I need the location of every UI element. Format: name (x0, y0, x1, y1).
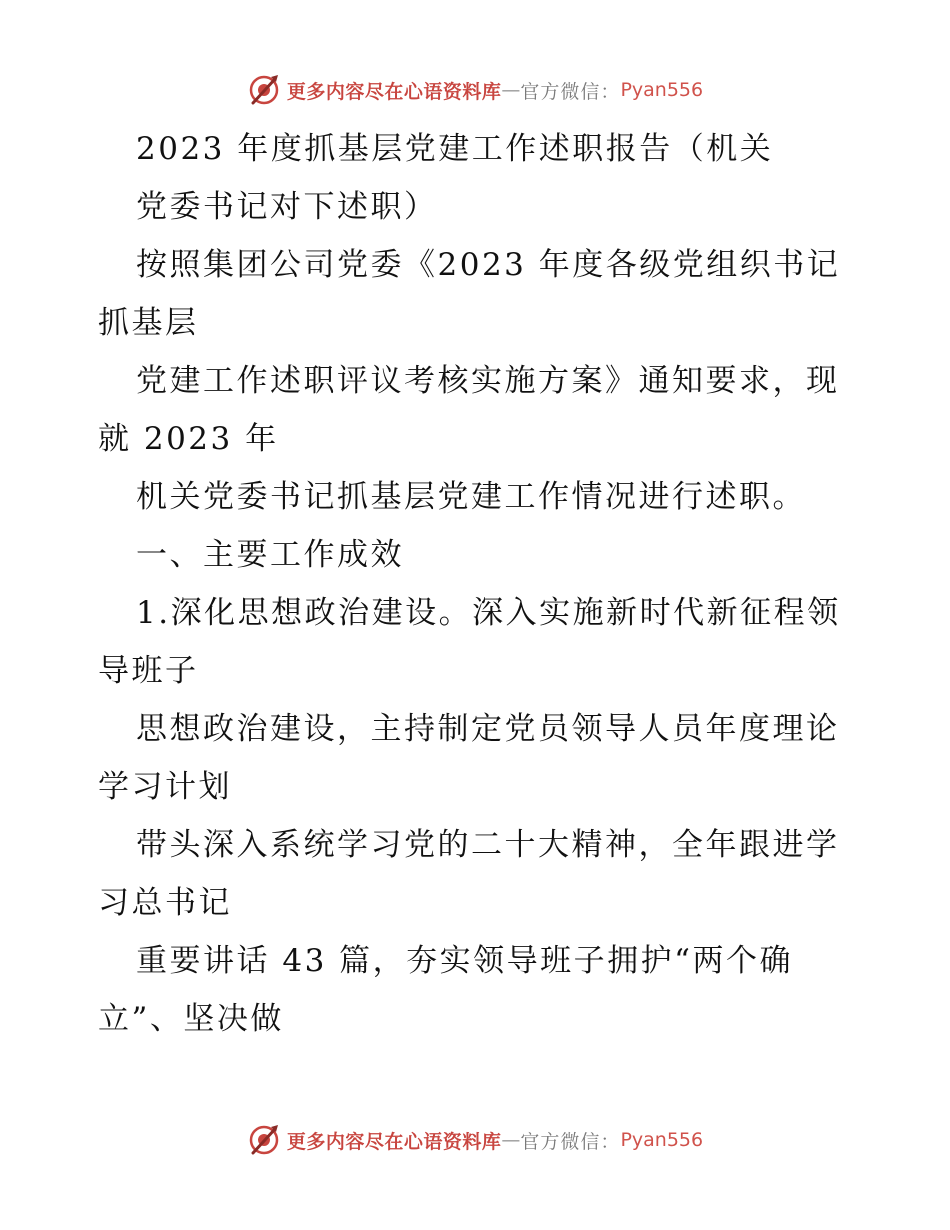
text-line: 带头深入系统学习党的二十大精神，全年跟进学 (136, 827, 840, 863)
text-line: 机关党委书记抓基层党建工作情况进行述职。 (136, 479, 806, 515)
watermark-sub-text: 官方微信： (520, 80, 621, 103)
text-line: 导班子 (98, 653, 199, 689)
text-line: 1.深化思想政治建设。深入实施新时代新征程领 (136, 595, 841, 631)
text-line: 思想政治建设，主持制定党员领导人员年度理论 (136, 711, 840, 747)
text-line: 党委书记对下述职） (136, 189, 438, 225)
footer-watermark (0, 1120, 950, 1160)
watermark-main-text: 更多内容尽在心语资料库 (286, 80, 502, 103)
watermark-wechat-id: Pyan556 (620, 79, 704, 101)
text-line: 按照集团公司党委《2023 年度各级党组织书记 (136, 247, 841, 283)
watermark-dash: — (501, 1129, 521, 1151)
text-line: 2023 年度抓基层党建工作述职报告（机关 (136, 131, 774, 167)
text-line: 学习计划 (98, 769, 232, 805)
watermark-wechat-id: Pyan556 (620, 1129, 704, 1151)
text-line: 重要讲话 43 篇，夯实领导班子拥护“两个确 (136, 943, 794, 979)
text-line: 就 2023 年 (98, 421, 279, 457)
text-line: 党建工作述职评议考核实施方案》通知要求，现 (136, 363, 840, 399)
header-watermark (0, 70, 950, 110)
text-line: 习总书记 (98, 885, 232, 921)
text-line: 一、主要工作成效 (136, 537, 404, 573)
watermark-dash: — (501, 79, 521, 101)
watermark-sub-text: 官方微信： (520, 1130, 621, 1153)
brush-logo-icon (247, 1123, 281, 1157)
document-body (98, 120, 868, 1048)
text-line: 立”、坚决做 (98, 1001, 284, 1037)
brush-logo-icon (247, 73, 281, 107)
watermark-main-text: 更多内容尽在心语资料库 (286, 1130, 502, 1153)
text-line: 抓基层 (98, 305, 199, 341)
